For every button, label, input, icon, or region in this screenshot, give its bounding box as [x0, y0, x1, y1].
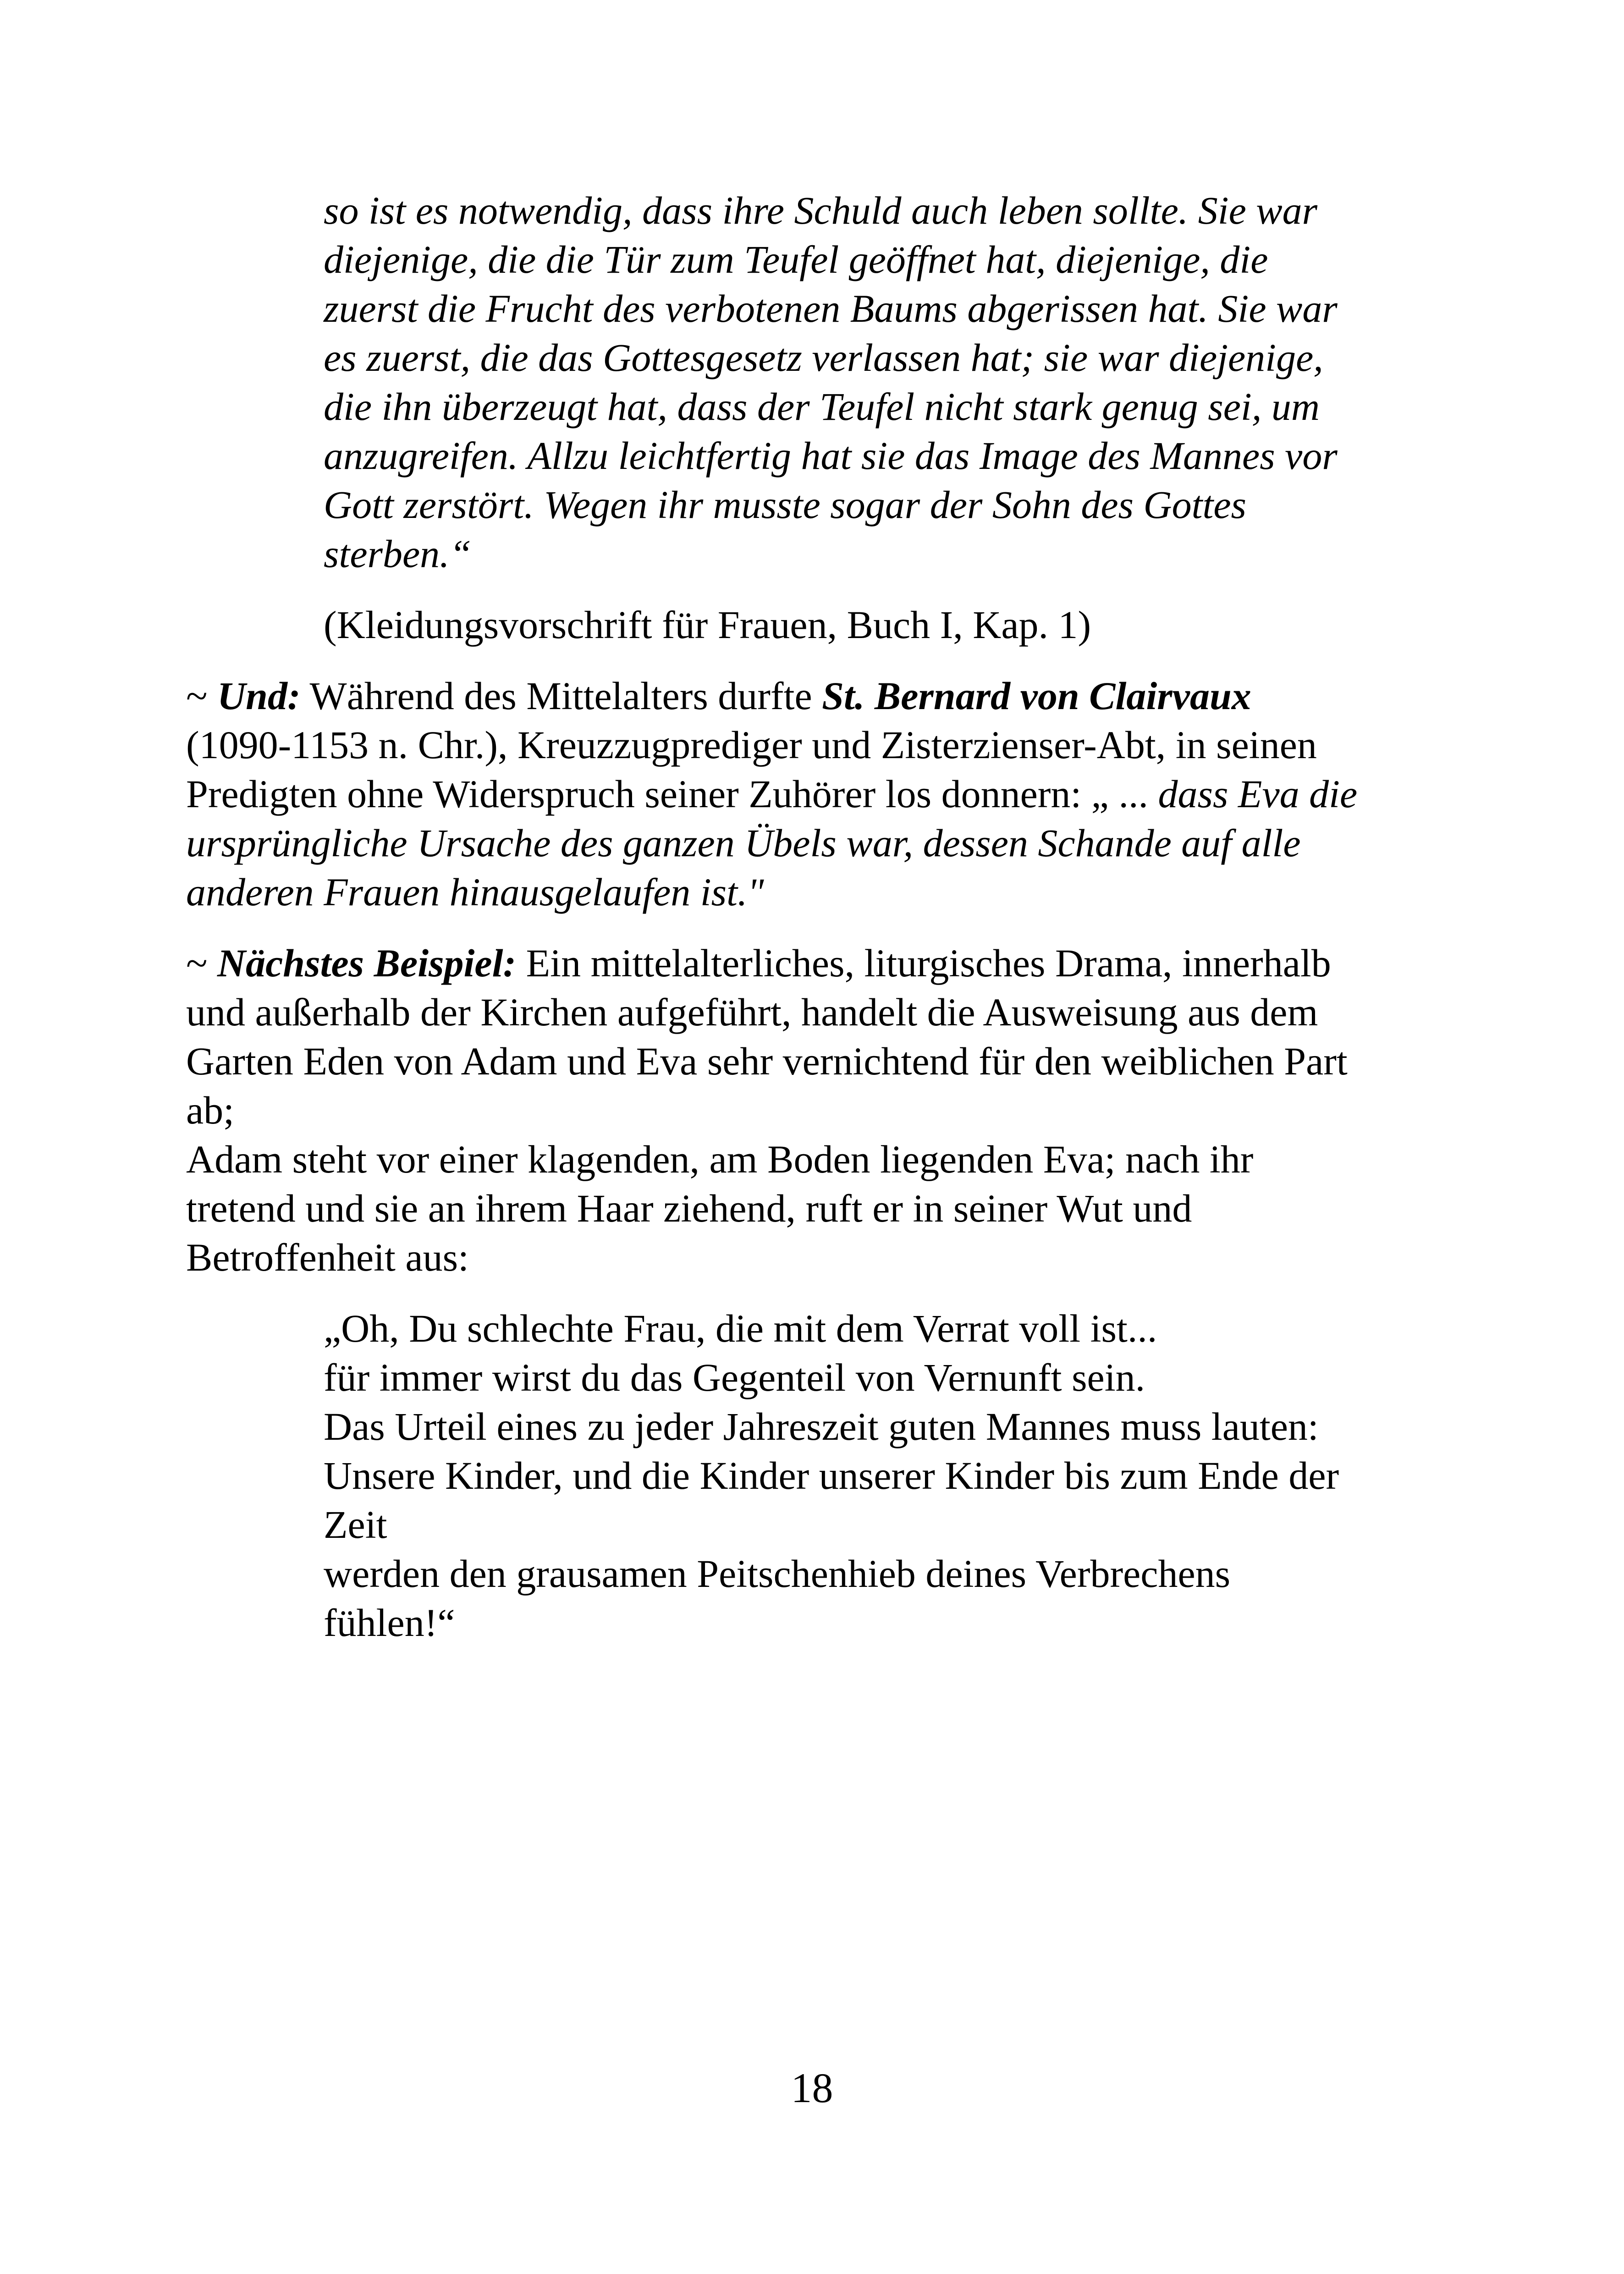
paragraph-line: ursprüngliche Ursache des ganzen Übels war, dessen Schande auf alle — [186, 821, 1301, 865]
page-number: 18 — [791, 2065, 833, 2111]
paragraph-label: Und: — [217, 674, 301, 718]
quote-line: sterben.“ — [324, 532, 472, 576]
paragraph-line — [186, 672, 1251, 720]
paragraph-line: Adam steht vor einer klagenden, am Boden liegenden Eva; nach ihr — [186, 1137, 1254, 1181]
paragraph-line: Betroffenheit aus: — [186, 1235, 469, 1279]
paragraph-line: tretend und sie an ihrem Haar ziehend, ruft er in seiner Wut und — [186, 1186, 1192, 1230]
citation: (Kleidungsvorschrift für Frauen, Buch I, Kap. 1) — [324, 603, 1091, 647]
tilde-marker: ~ — [186, 674, 218, 718]
verse-line: Unsere Kinder, und die Kinder unserer Kinder bis zum Ende der — [324, 1454, 1339, 1498]
paragraph-text: Ein mittelalterliches, liturgisches Drama, innerhalb — [516, 941, 1331, 985]
paragraph-text: Während des Mittelalters durfte — [300, 674, 822, 718]
verse-line: für immer wirst du das Gegenteil von Vernunft sein. — [324, 1355, 1145, 1399]
paragraph-line — [186, 939, 1331, 987]
quote-line: die ihn überzeugt hat, dass der Teufel nicht stark genug sei, um — [324, 385, 1320, 429]
quoted-text: dass Eva die — [1158, 772, 1358, 816]
verse-line: fühlen!“ — [324, 1601, 455, 1645]
verse-line: „Oh, Du schlechte Frau, die mit dem Verrat voll ist... — [324, 1306, 1157, 1350]
verse-line: Das Urteil eines zu jeder Jahreszeit guten Mannes muss lauten: — [324, 1404, 1319, 1448]
tilde-marker: ~ — [186, 941, 218, 985]
verse-line: Zeit — [324, 1503, 387, 1547]
paragraph-line: ab; — [186, 1088, 235, 1132]
quote-line: so ist es notwendig, dass ihre Schuld auch leben sollte. Sie war — [324, 188, 1318, 232]
quote-line: zuerst die Frucht des verbotenen Baums abgerissen hat. Sie war — [324, 286, 1338, 330]
quote-line: anzugreifen. Allzu leichtfertig hat sie das Image des Mannes vor — [324, 434, 1338, 478]
paragraph-line: anderen Frauen hinausgelaufen ist." — [186, 870, 764, 914]
paragraph-line — [186, 770, 1357, 818]
quote-line: Gott zerstört. Wegen ihr musste sogar der Sohn des Gottes — [324, 483, 1247, 527]
paragraph-line: Garten Eden von Adam und Eva sehr vernichtend für den weiblichen Part — [186, 1039, 1348, 1083]
paragraph-label: Nächstes Beispiel: — [217, 941, 517, 985]
paragraph-line: (1090-1153 n. Chr.), Kreuzzugprediger und Zisterzienser-Abt, in seinen — [186, 723, 1317, 767]
verse-line: werden den grausamen Peitschenhieb deines Verbrechens — [324, 1552, 1231, 1596]
paragraph-line: und außerhalb der Kirchen aufgeführt, handelt die Ausweisung aus dem — [186, 990, 1318, 1034]
paragraph-text: Predigten ohne Widerspruch seiner Zuhörer los donnern: „ ... — [186, 772, 1158, 816]
quote-line: diejenige, die die Tür zum Teufel geöffnet hat, diejenige, die — [324, 237, 1268, 281]
person-name: St. Bernard von Clairvaux — [822, 674, 1251, 718]
quote-line: es zuerst, die das Gottesgesetz verlassen hat; sie war diejenige, — [324, 336, 1323, 380]
